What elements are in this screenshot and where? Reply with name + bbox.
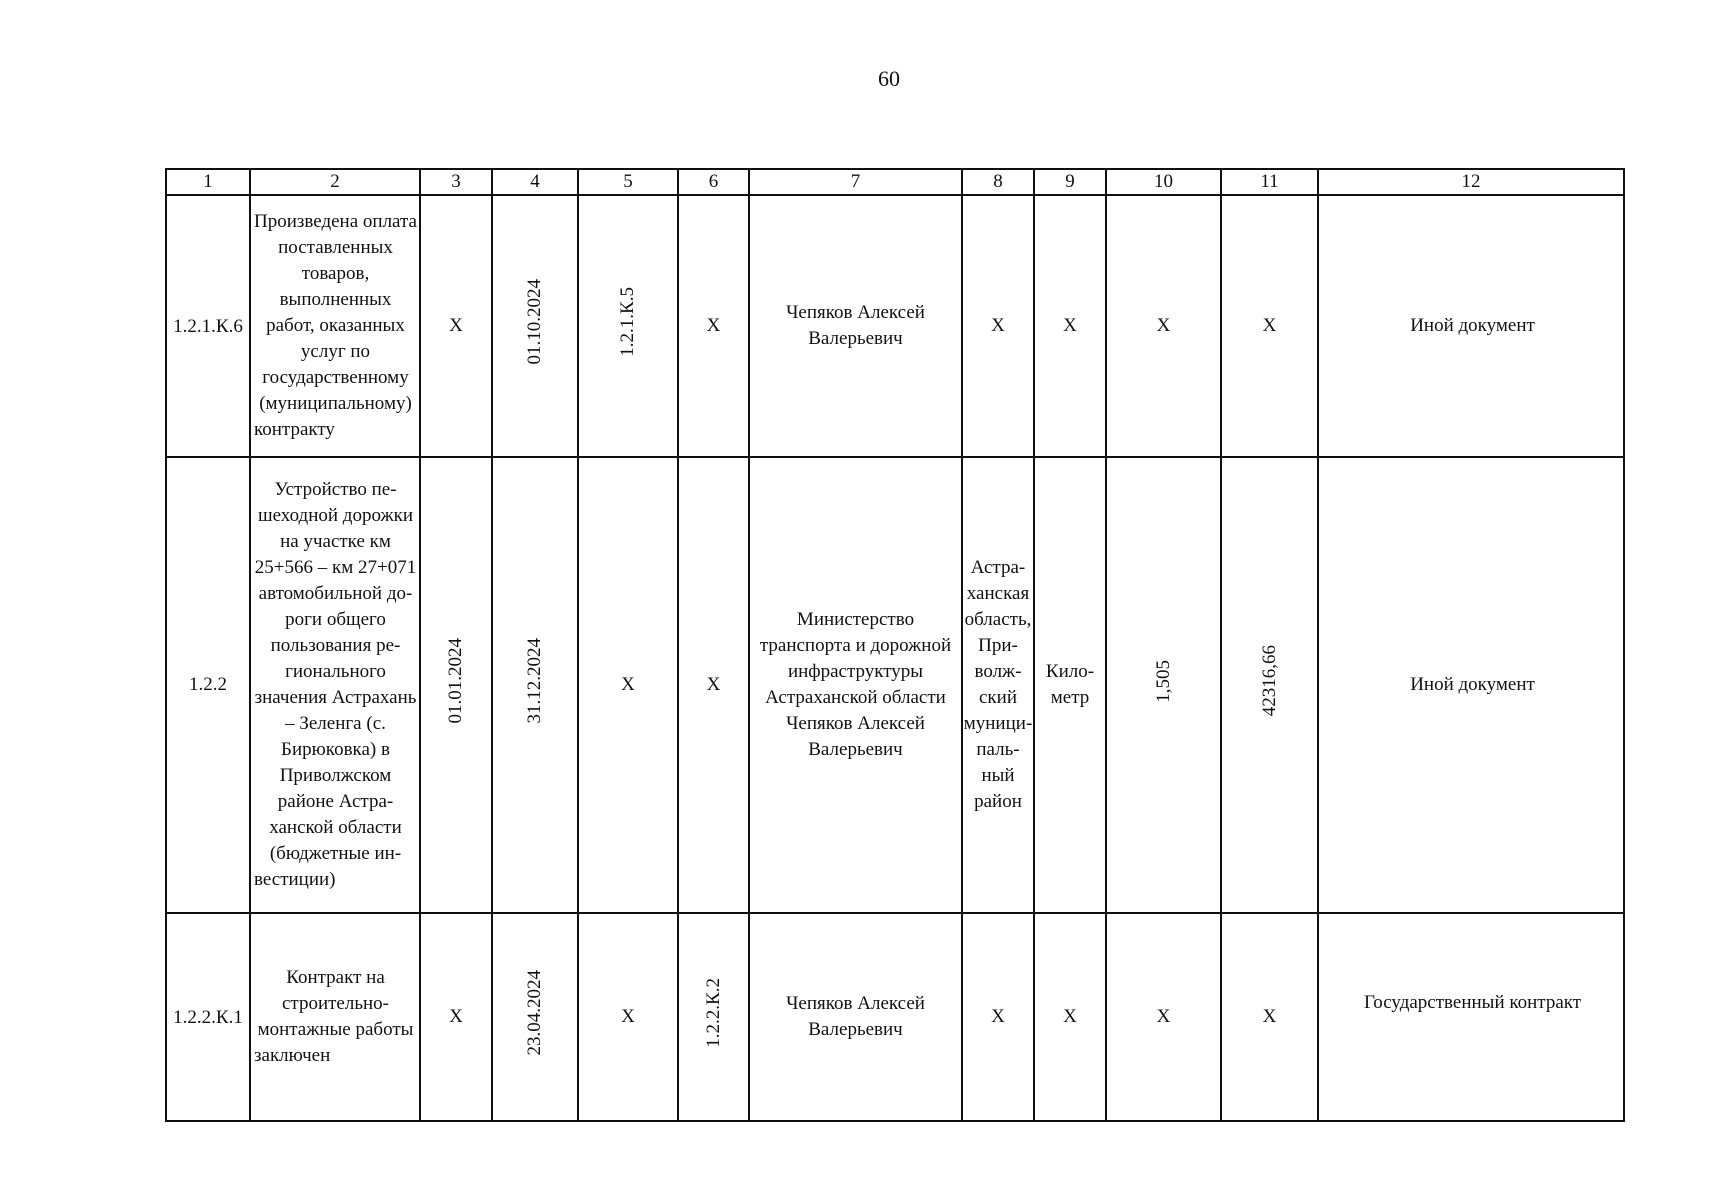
end-date-value: 01.10.2024 <box>524 279 545 365</box>
column-header: 12 <box>1318 169 1624 195</box>
cell-responsible: Чепяков Алексей Валерьевич <box>749 913 962 1121</box>
cell-start-date: X <box>420 913 492 1121</box>
table-row <box>166 195 1624 457</box>
column-header: 1 <box>166 169 250 195</box>
row-description: Устройство пешеходной дорожки на участке км 25+566 – км 27+071 автомобильной дороги общего пользования регионального значения Астрахань – Зеленга (с. Бирюковка) в Приволжском районе Астраханской области (бюджетные инвестиции) <box>250 457 420 913</box>
row-code: 1.2.2.К.1 <box>166 913 250 1121</box>
end-date-value: 31.12.2024 <box>524 638 545 724</box>
successor-value: 1.2.2.К.2 <box>702 978 724 1048</box>
cell-start-date: X <box>420 195 492 457</box>
cell-unit: X <box>1034 195 1106 457</box>
column-header: 6 <box>678 169 749 195</box>
cell-value <box>1106 457 1221 913</box>
cell-predecessor <box>578 195 678 457</box>
document-table <box>165 168 1625 1122</box>
header-row <box>166 169 1624 195</box>
cell-unit: Километр <box>1034 457 1106 913</box>
page-number: 60 <box>878 66 900 91</box>
column-header: 7 <box>749 169 962 195</box>
cell-document: Государственный контракт <box>1318 913 1624 1121</box>
cell-location: X <box>962 195 1034 457</box>
column-header: 8 <box>962 169 1034 195</box>
column-header: 10 <box>1106 169 1221 195</box>
predecessor-value: 1.2.1.К.5 <box>617 287 638 357</box>
cell-predecessor: X <box>578 457 678 913</box>
value-number: 1,505 <box>1152 659 1174 703</box>
cell-start-date <box>420 457 492 913</box>
cell-end-date <box>492 913 578 1121</box>
cell-successor <box>678 913 749 1121</box>
cell-responsible: Министерство транспорта и дорожной инфраструктуры Астраханской области Чепяков Алексей Валерьевич <box>749 457 962 913</box>
cell-successor: X <box>678 195 749 457</box>
row-code: 1.2.1.К.6 <box>166 195 250 457</box>
end-date-value: 23.04.2024 <box>524 970 545 1056</box>
cell-document: Иной документ <box>1318 457 1624 913</box>
cell-responsible: Чепяков Алексей Валерьевич <box>749 195 962 457</box>
column-header: 3 <box>420 169 492 195</box>
row-description: Произведена оплата поставленных товаров, выполненных работ, оказанных услуг по государственному (муниципальному) контракту <box>250 195 420 457</box>
cell-successor: X <box>678 457 749 913</box>
column-header: 5 <box>578 169 678 195</box>
cell-location: X <box>962 913 1034 1121</box>
start-date-value: 01.01.2024 <box>445 638 466 724</box>
cell-end-date <box>492 457 578 913</box>
cell-value: X <box>1106 913 1221 1121</box>
table-row <box>166 457 1624 913</box>
amount-number: 42316,66 <box>1258 645 1280 717</box>
row-code: 1.2.2 <box>166 457 250 913</box>
cell-unit: X <box>1034 913 1106 1121</box>
column-header: 2 <box>250 169 420 195</box>
column-header: 11 <box>1221 169 1318 195</box>
cell-document: Иной документ <box>1318 195 1624 457</box>
cell-amount: X <box>1221 195 1318 457</box>
cell-value: X <box>1106 195 1221 457</box>
column-header: 4 <box>492 169 578 195</box>
row-description: Контракт на строительно-монтажные работы заключен <box>250 913 420 1121</box>
cell-location: Астраханская область, Приволжский муниципальный район <box>962 457 1034 913</box>
cell-end-date <box>492 195 578 457</box>
table-row <box>166 913 1624 1121</box>
cell-predecessor: X <box>578 913 678 1121</box>
cell-amount <box>1221 457 1318 913</box>
cell-amount: X <box>1221 913 1318 1121</box>
column-header: 9 <box>1034 169 1106 195</box>
